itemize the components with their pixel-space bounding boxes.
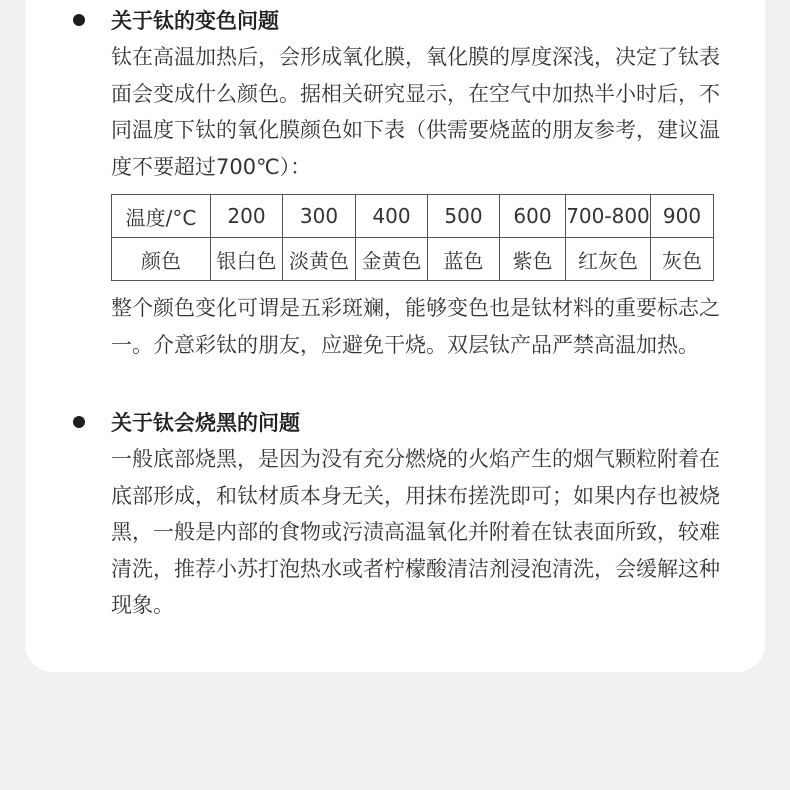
table-row-label: 颜色 — [112, 238, 211, 281]
table-row-color — [112, 238, 714, 281]
table-cell-color: 淡黄色 — [283, 238, 356, 281]
table-row-temperature — [112, 195, 714, 238]
table-cell-temperature: 700-800 — [566, 195, 651, 238]
section-heading: 关于钛的变色问题 — [111, 9, 279, 33]
section-paragraph: 整个颜色变化可谓是五彩斑斓，能够变色也是钛材料的重要标志之一。介意彩钛的朋友，应避免干烧。双层钛产品严禁高温加热。 — [111, 296, 720, 357]
section-paragraph: 一般底部烧黑，是因为没有充分燃烧的火焰产生的烟气颗粒附着在底部形成，和钛材质本身无关，用抹布搓洗即可；如果内存也被烧黑，一般是内部的食物或污渍高温氧化并附着在钛表面所致，较难清洗，推荐小苏打泡热水或者柠檬酸清洁剂浸泡清洗，会缓解这种现象。 — [111, 447, 720, 617]
bullet-dot — [73, 416, 85, 428]
table-cell-temperature: 900 — [651, 195, 714, 238]
table-cell-temperature: 200 — [211, 195, 283, 238]
table-cell-color: 红灰色 — [566, 238, 651, 281]
table-header-label: 温度/°C — [112, 195, 211, 238]
table-cell-temperature: 500 — [428, 195, 500, 238]
table-cell-color: 蓝色 — [428, 238, 500, 281]
table-cell-temperature: 600 — [500, 195, 566, 238]
table-cell-temperature: 300 — [283, 195, 356, 238]
section-paragraph: 钛在高温加热后，会形成氧化膜，氧化膜的厚度深浅，决定了钛表面会变成什么颜色。据相关研究显示，在空气中加热半小时后，不同温度下钛的氧化膜颜色如下表（供需要烧蓝的朋友参考，建议温度不要超过700℃）： — [111, 45, 720, 179]
table-cell-color: 紫色 — [500, 238, 566, 281]
section-heading: 关于钛会烧黑的问题 — [111, 411, 300, 435]
table-cell-temperature: 400 — [356, 195, 428, 238]
bullet-dot — [73, 14, 85, 26]
table-cell-color: 银白色 — [211, 238, 283, 281]
table-cell-color: 灰色 — [651, 238, 714, 281]
table-cell-color: 金黄色 — [356, 238, 428, 281]
oxidation-color-table — [111, 194, 714, 281]
